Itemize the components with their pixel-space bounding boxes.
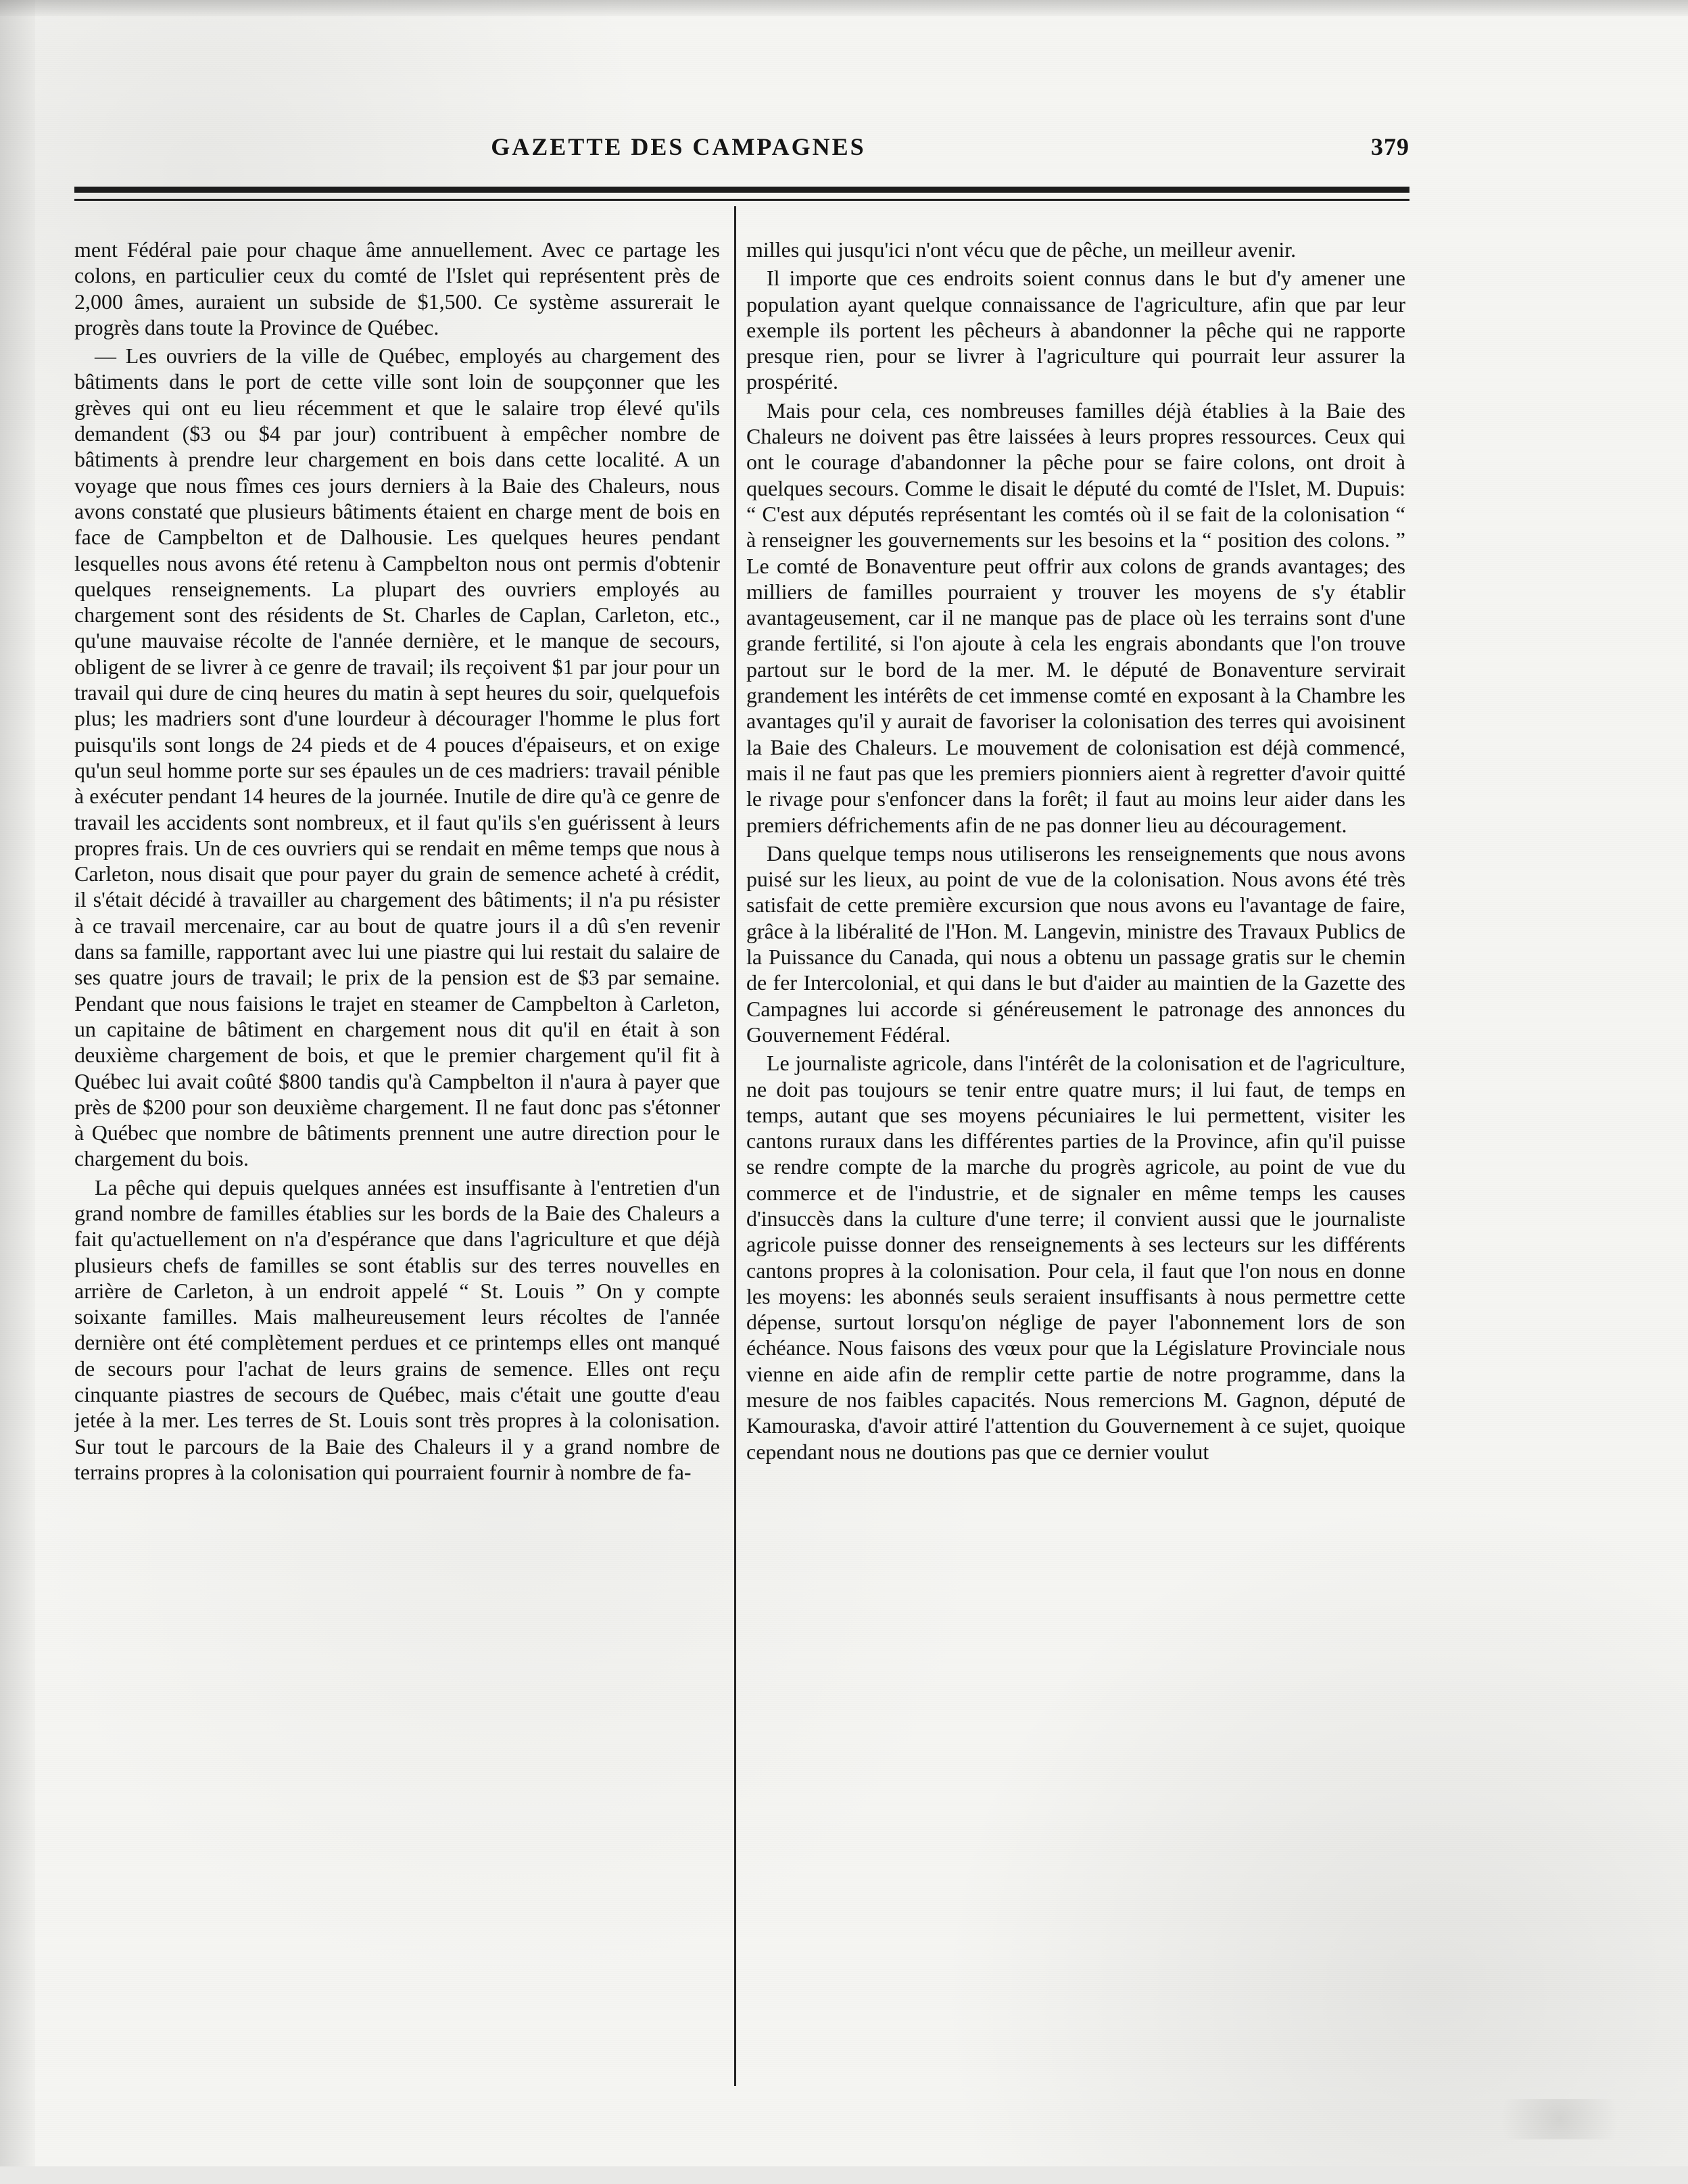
page-top-shadow [0, 0, 1688, 16]
running-header [74, 133, 1409, 173]
right-column [746, 237, 1405, 2184]
right-paragraph-3: Mais pour cela, ces nombreuses familles déjà établies à la Baie des Chaleurs ne doivent pas être laissées à leurs propres ressources. Ceux qui ont le courage d'abandonner la pêche pour se faire colons, ont droit à quelques secours. Comme le disait le député du comté de l'Islet, M. Dupuis: “ C'est aux députés représentant les comtés où il se fait de la colonisation “ à renseigner les gouvernements sur les besoins et la “ position des colons. ” Le comté de Bonaventure peut offrir aux colons de grands avantages; des milliers de familles pourraient y trouver les moyens de s'y établir avantageusement, car il ne manque pas de place où les terrains sont d'une grande fertilité, si l'on ajoute à cela les engrais abondants que l'on trouve partout sur le bord de la mer. M. le député de Bonaventure servirait grandement les intérêts de cet immense comté en exposant à la Chambre les avantages qu'il y aurait de favoriser la colonisation des terres qui avoisinent la Baie des Chaleurs. Le mouvement de colonisation est déjà commencé, mais il ne faut pas que les premiers pionniers aient à regretter d'avoir quitté le rivage pour s'enfoncer dans la forêt; il faut au moins leur aider dans les premiers défrichements afin de ne pas donner lieu au découragement. [746, 398, 1405, 837]
left-column [74, 237, 720, 2184]
right-paragraph-2: Il importe que ces endroits soient connus dans le but d'y amener une population ayant quelque connaissance de l'agriculture, afin que par leur exemple ils portent les pêcheurs à abandonner la pêche qui ne rapporte presque rien, pour se livrer à l'agriculture qui pourrait leur assurer la prospérité. [746, 266, 1405, 394]
right-paragraph-1: milles qui jusqu'ici n'ont vécu que de pêche, un meilleur avenir. [746, 237, 1297, 262]
column-divider [734, 206, 736, 2086]
page-number: 379 [1371, 133, 1409, 160]
left-paragraph-2: — Les ouvriers de la ville de Québec, employés au chargement des bâtiments dans le port de cette ville sont loin de soupçonner que les grèves qui ont eu lieu récemment et que le salaire trop élevé qu'ils demandent ($3 ou $4 par jour) contribuent à empêcher nombre de bâtiments à prendre leur chargement en bois dans cette localité. A un voyage que nous fîmes ces jours derniers à la Baie des Chaleurs, nous avons constaté que plusieurs bâtiments étaient en charge ment de bois en face de Campbelton et de Dalhousie. Les quelques heures pendant lesquelles nous avons été retenu à Campbelton nous ont permis d'obtenir quelques renseignements. La plupart des ouvriers employés au chargement sont des résidents de St. Charles de Caplan, Carleton, etc., qu'une mauvaise récolte de l'année dernière, et le manque de secours, obligent de se livrer à ce genre de travail; ils reçoivent $1 par jour pour un travail qui dure de cinq heures du matin à sept heures du soir, quelquefois plus; les madriers sont d'une lourdeur à décourager l'homme le plus fort puisqu'ils sont longs de 24 pieds et de 4 pouces d'épaiseurs, et on exige qu'un seul homme porte sur ses épaules un de ces madriers: travail pénible à exécuter pendant 14 heures de la journée. Inutile de dire qu'à ce genre de travail les accidents sont nombreux, et il faut qu'ils s'en guérissent à leurs propres frais. Un de ces ouvriers qui se rendait en même temps que nous à Carleton, nous disait que pour payer du grain de semence acheté à crédit, il s'était décidé à travailler au chargement des bâtiments; il n'a pu résister à ce travail mercenaire, car au bout de quatre jours il a dû s'en revenir dans sa famille, rapportant avec lui une piastre qui lui restait du salaire de ses quatre jours de travail; le prix de la pension est de $3 par semaine. Pendant que nous faisions le trajet en steamer de Campbelton à Carleton, un capitaine de bâtiment en chargement nous dit qu'il en était à son deuxième chargement de bois, et que le premier chargement qu'il fit à Québec lui avait coûté $800 tandis qu'à Campbelton il n'aura à payer que près de $200 pour son deuxième chargement. Il ne faut donc pas s'étonner à Québec que nombre de bâtiments prennent une autre direction pour le chargement du bois. [74, 343, 720, 1171]
right-paragraph-5: Le journaliste agricole, dans l'intérêt de la colonisation et de l'agriculture, ne doit pas toujours se tenir entre quatre murs; il lui faut, de temps en temps, autant que ses moyens pécuniaires le lui permettent, visiter les cantons ruraux dans les différentes parties de la Province, afin qu'il puisse se rendre compte de la marche du progrès agricole, au point de vue du commerce et de l'industrie, et de signaler en même temps les causes d'insuccès dans la culture d'une terre; il convient aussi que le journaliste agricole puisse donner des renseignements à ses lecteurs sur les différents cantons propres à la colonisation. Pour cela, il faut que l'on nous en donne les moyens: les abonnés seuls seraient insuffisants à nous permettre cette dépense, surtout lorsqu'on néglige de payer l'abonnement lors de son échéance. Nous faisons des vœux pour que la Législature Provinciale nous vienne en aide afin de remplir cette partie de notre programme, dans la mesure de nos faibles capacités. Nous remercions M. Gagnon, député de Kamouraska, d'avoir attiré l'attention du Gouvernement à ce sujet, quoique cependant nous ne doutions pas que ce dernier voulut [746, 1051, 1405, 1464]
page-left-shadow [0, 0, 35, 2166]
header-rule-thick [74, 187, 1409, 193]
left-paragraph-3: La pêche qui depuis quelques années est insuffisante à l'entretien d'un grand nombre de familles établies sur les bords de la Baie des Chaleurs a fait qu'actuellement on n'a d'espérance que dans l'agriculture et que déjà plusieurs chefs de familles se sont établis sur des terres nouvelles en arrière de Carleton, à un endroit appelé “ St. Louis ” On y compte soixante familles. Mais malheureusement leurs récoltes de l'année dernière ont été complètement perdues et ce printemps elles ont manqué de secours pour l'achat de leurs grains de semence. Elles ont reçu cinquante piastres de secours de Québec, mais c'était une goutte d'eau jetée à la mer. Les terres de St. Louis sont très propres à la colonisation. Sur tout le parcours de la Baie des Chaleurs il y a grand nombre de terrains propres à la colonisation qui pourraient fournir à nombre de fa- [74, 1174, 720, 1484]
left-paragraph-1: ment Fédéral paie pour chaque âme annuellement. Avec ce partage les colons, en particulier ceux du comté de l'Islet qui représentent près de 2,000 âmes, auraient un subside de $1,500. Ce système assurerait le progrès dans toute la Province de Québec. [74, 237, 720, 339]
header-rule-thin [74, 199, 1409, 201]
right-paragraph-4: Dans quelque temps nous utiliserons les renseignements que nous avons puisé sur les lieux, au point de vue de la colonisation. Nous avons été très satisfait de cette première excursion que nous avons eu l'avantage de faire, grâce à la libéralité de l'Hon. M. Langevin, ministre des Travaux Publics de la Puissance du Canada, qui nous a obtenu un passage gratis sur le chemin de fer Intercolonial, et qui dans le but d'aider au maintien de la Gazette des Campagnes lui accorde si généreusement le patronage des annonces du Gouvernement Fédéral. [746, 840, 1405, 1047]
journal-title: GAZETTE DES CAMPAGNES [491, 133, 866, 160]
scan-noise [1478, 2099, 1641, 2139]
